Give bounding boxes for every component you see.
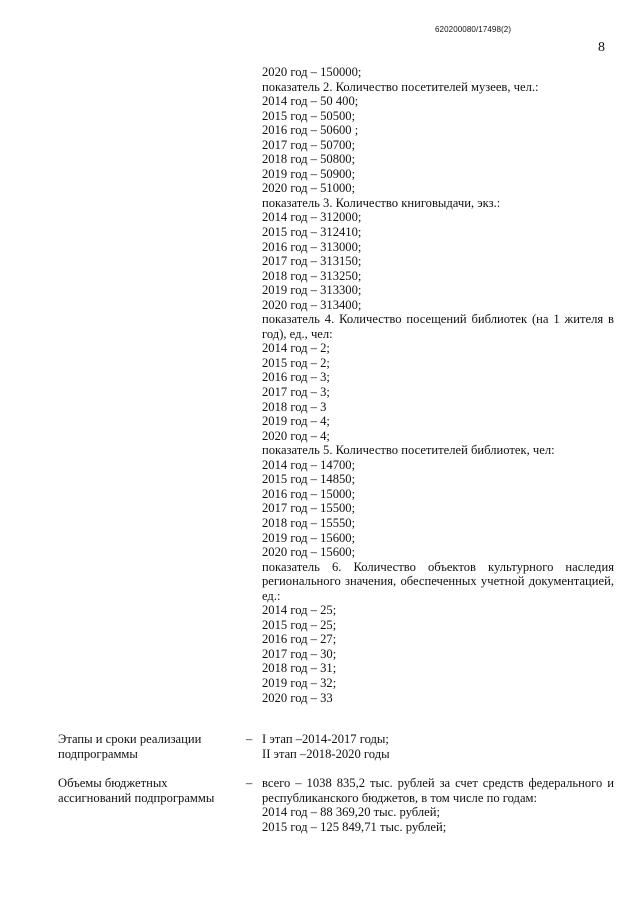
text-line: 2019 год – 313300; (262, 283, 362, 298)
text-line: 2015 год – 25; (262, 617, 337, 632)
dash-separator: – (246, 776, 253, 790)
text-line: 2020 год – 313400; (262, 297, 362, 312)
indicator-6-title: показатель 6. Количество объектов культурного наследия регионального значения, обеспеченных учетной документацией, ед.: (262, 559, 614, 603)
budget-content (262, 776, 614, 834)
text-line: 2015 год – 2; (262, 355, 330, 370)
text-line: 2016 год – 50600 ; (262, 123, 359, 138)
text-line: 2020 год – 4; (262, 428, 330, 443)
text-line: 2018 год – 3 (262, 399, 327, 414)
indicator-3-title: показатель 3. Количество книговыдачи, экз.: (262, 195, 501, 210)
text-line: 2016 год – 27; (262, 632, 337, 647)
budget-summary: всего – 1038 835,2 тыс. рублей за счет средств федерального и республиканского бюджетов, в том числе по годам: (262, 776, 614, 805)
page-number: 8 (598, 40, 605, 55)
text-line: 2014 год – 50 400; (262, 94, 359, 109)
text-line: 2015 год – 14850; (262, 472, 356, 487)
indicator-4-title: показатель 4. Количество посещений библиотек (на 1 жителя в год), ед., чел: (262, 312, 614, 341)
text-line: 2014 год – 25; (262, 603, 337, 618)
text-line: 2020 год – 150000; (262, 65, 362, 79)
stage-line: I этап –2014-2017 годы; (262, 732, 389, 746)
dash-separator: – (246, 732, 253, 746)
stages-content (262, 732, 614, 761)
text-line: 2017 год – 3; (262, 385, 330, 400)
indicators-block (262, 65, 614, 705)
stage-line: II этап –2018-2020 годы (262, 746, 390, 761)
text-line: 2014 год – 14700; (262, 457, 356, 472)
text-line: 2020 год – 15600; (262, 545, 356, 560)
text-line: 2018 год – 15550; (262, 515, 356, 530)
text-line: 2017 год – 15500; (262, 501, 356, 516)
document-id: 620200080/17498(2) (435, 25, 512, 34)
budget-year-line: 2015 год – 125 849,71 тыс. рублей; (262, 819, 447, 834)
text-line: 2014 год – 312000; (262, 210, 362, 225)
indicator-5-title: показатель 5. Количество посетителей библиотек, чел: (262, 443, 555, 458)
text-line: 2017 год – 313150; (262, 254, 362, 269)
text-line: 2015 год – 50500; (262, 108, 356, 123)
text-line: 2017 год – 30; (262, 646, 337, 661)
text-line: 2016 год – 3; (262, 370, 330, 385)
text-line: 2016 год – 313000; (262, 239, 362, 254)
text-line: 2019 год – 32; (262, 675, 337, 690)
text-line: 2019 год – 50900; (262, 166, 356, 181)
text-line: 2019 год – 4; (262, 414, 330, 429)
text-line: 2018 год – 31; (262, 661, 337, 676)
text-line: 2014 год – 2; (262, 341, 330, 356)
text-line: 2018 год – 313250; (262, 268, 362, 283)
text-line: 2016 год – 15000; (262, 486, 356, 501)
text-line: 2019 год – 15600; (262, 530, 356, 545)
text-line: 2020 год – 33 (262, 690, 333, 705)
text-line: 2018 год – 50800; (262, 152, 356, 167)
indicator-2-title: показатель 2. Количество посетителей музеев, чел.: (262, 79, 539, 94)
stages-label: Этапы и сроки реализации подпрограммы (58, 732, 202, 761)
text-line: 2015 год – 312410; (262, 225, 362, 240)
budget-year-line: 2014 год – 88 369,20 тыс. рублей; (262, 805, 440, 820)
text-line: 2017 год – 50700; (262, 137, 356, 152)
text-line: 2020 год – 51000; (262, 181, 356, 196)
budget-label: Объемы бюджетных ассигнований подпрограммы (58, 776, 215, 805)
